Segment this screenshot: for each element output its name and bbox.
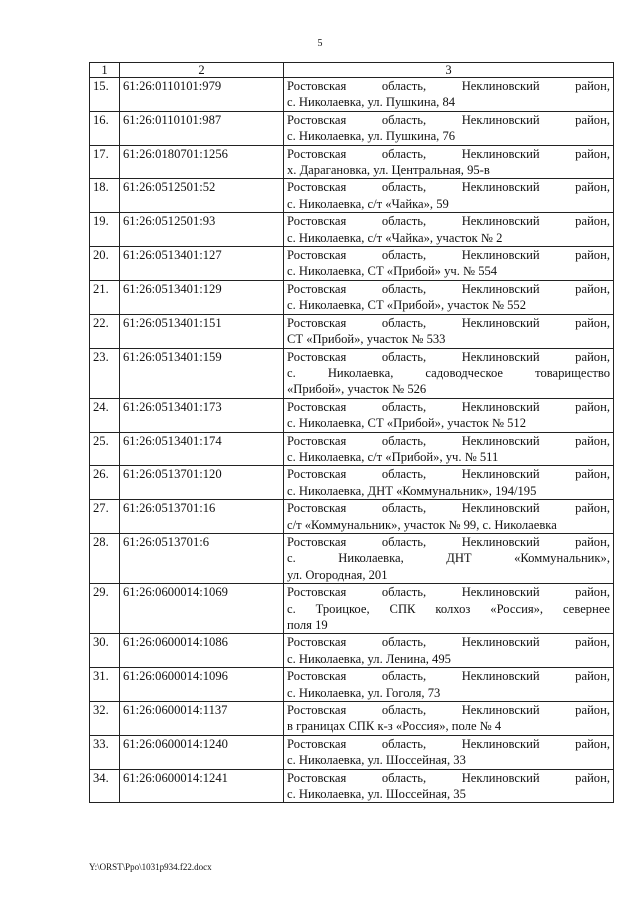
row-number: 29. [90, 584, 120, 634]
address-line: с. Николаевка, с/т «Чайка», 59 [287, 196, 449, 211]
address [284, 668, 614, 702]
row-number: 20. [90, 247, 120, 281]
cadastral-number: 61:26:0513401:159 [120, 348, 284, 398]
table-row [90, 145, 614, 179]
address [284, 78, 614, 112]
table-row [90, 348, 614, 398]
address-line: Ростовская область, Неклиновский район, [287, 112, 610, 127]
address-line: с. Николаевка, ул. Ленина, 495 [287, 651, 451, 666]
row-number: 24. [90, 398, 120, 432]
address [284, 314, 614, 348]
address-line: Ростовская область, Неклиновский район, [287, 180, 610, 195]
address [284, 348, 614, 398]
table-row [90, 702, 614, 736]
address [284, 769, 614, 803]
address [284, 213, 614, 247]
row-number: 19. [90, 213, 120, 247]
row-number: 23. [90, 348, 120, 398]
address-line: Ростовская область, Неклиновский район, [287, 79, 610, 93]
cadastral-number: 61:26:0600014:1096 [120, 668, 284, 702]
table-row [90, 466, 614, 500]
table-row [90, 584, 614, 634]
address [284, 533, 614, 583]
address-line: с. Николаевка, с/т «Прибой», уч. № 511 [287, 449, 499, 464]
cadastral-number: 61:26:0600014:1086 [120, 634, 284, 668]
row-number: 15. [90, 78, 120, 112]
address-line: с/т «Коммунальник», участок № 99, с. Николаевка [287, 517, 557, 532]
table-row [90, 213, 614, 247]
table-row [90, 533, 614, 583]
address-line: с. Николаевка, СТ «Прибой» уч. № 554 [287, 264, 498, 279]
address [284, 247, 614, 281]
cadastral-number: 61:26:0513701:6 [120, 533, 284, 583]
address-line: Ростовская область, Неклиновский район, [287, 736, 610, 751]
row-number: 18. [90, 179, 120, 213]
file-path-footer: Y:\ORST\Ppo\1031p934.f22.docx [89, 862, 212, 872]
address-line: Ростовская область, Неклиновский район, [287, 635, 610, 650]
table-row [90, 111, 614, 145]
table-row [90, 314, 614, 348]
row-number: 30. [90, 634, 120, 668]
cadastral-number: 61:26:0600014:1240 [120, 735, 284, 769]
table-row [90, 668, 614, 702]
address-line: Ростовская область, Неклиновский район, [287, 585, 610, 600]
row-number: 31. [90, 668, 120, 702]
header-col-1: 1 [90, 63, 120, 78]
table-row [90, 247, 614, 281]
header-col-2: 2 [120, 63, 284, 78]
table-row [90, 769, 614, 803]
row-number: 16. [90, 111, 120, 145]
address-line: с. Николаевка, садоводческое товарищество [287, 365, 610, 380]
address-line: «Прибой», участок № 526 [287, 382, 427, 397]
table-row [90, 634, 614, 668]
cadastral-number: 61:26:0513701:120 [120, 466, 284, 500]
cadastral-number: 61:26:0600014:1241 [120, 769, 284, 803]
address-line: с. Николаевка, ДНТ «Коммунальник», [287, 551, 610, 566]
row-number: 34. [90, 769, 120, 803]
address-line: Ростовская область, Неклиновский район, [287, 146, 610, 161]
cadastral-number: 61:26:0600014:1137 [120, 702, 284, 736]
cadastral-number: 61:26:0600014:1069 [120, 584, 284, 634]
row-number: 17. [90, 145, 120, 179]
row-number: 28. [90, 533, 120, 583]
address-line: с. Николаевка, ул. Пушкина, 76 [287, 129, 456, 144]
address-line: Ростовская область, Неклиновский район, [287, 281, 610, 296]
address-line: с. Николаевка, с/т «Чайка», участок № 2 [287, 230, 503, 245]
row-number: 26. [90, 466, 120, 500]
address [284, 111, 614, 145]
table-row [90, 398, 614, 432]
address-line: Ростовская область, Неклиновский район, [287, 534, 610, 549]
address-line: Ростовская область, Неклиновский район, [287, 770, 610, 785]
address-line: ул. Огородная, 201 [287, 567, 388, 582]
cadastral-number: 61:26:0512501:52 [120, 179, 284, 213]
address-line: Ростовская область, Неклиновский район, [287, 433, 610, 448]
address [284, 466, 614, 500]
row-number: 33. [90, 735, 120, 769]
address-line: Ростовская область, Неклиновский район, [287, 669, 610, 684]
address-line: поля 19 [287, 618, 328, 632]
address [284, 584, 614, 634]
row-number: 25. [90, 432, 120, 466]
cadastral-number: 61:26:0513401:173 [120, 398, 284, 432]
row-number: 21. [90, 280, 120, 314]
address-line: СТ «Прибой», участок № 533 [287, 332, 446, 347]
address [284, 398, 614, 432]
address [284, 735, 614, 769]
cadastral-number: 61:26:0513401:127 [120, 247, 284, 281]
cadastral-number: 61:26:0513401:174 [120, 432, 284, 466]
address-line: Ростовская область, Неклиновский район, [287, 399, 610, 414]
cadastral-number: 61:26:0513401:151 [120, 314, 284, 348]
address [284, 432, 614, 466]
address-line: с. Троицкое, СПК колхоз «Россия», севернее [287, 601, 610, 616]
address-line: Ростовская область, Неклиновский район, [287, 214, 610, 229]
table-row [90, 280, 614, 314]
table-row [90, 78, 614, 112]
address-line: с. Николаевка, ул. Шоссейная, 35 [287, 787, 466, 802]
address-line: х. Дарагановка, ул. Центральная, 95-в [287, 163, 490, 178]
address-line: Ростовская область, Неклиновский район, [287, 349, 610, 364]
page-number: 5 [317, 38, 323, 49]
address [284, 179, 614, 213]
cadastral-number: 61:26:0513701:16 [120, 500, 284, 534]
cadastral-number: 61:26:0513401:129 [120, 280, 284, 314]
cadastral-number: 61:26:0180701:1256 [120, 145, 284, 179]
address-line: с. Николаевка, ул. Шоссейная, 33 [287, 753, 466, 768]
address [284, 500, 614, 534]
address-line: с. Николаевка, СТ «Прибой», участок № 552 [287, 298, 527, 313]
address-line: в границах СПК к-з «Россия», поле № 4 [287, 719, 502, 734]
header-col-3: 3 [284, 63, 614, 78]
address [284, 145, 614, 179]
row-number: 22. [90, 314, 120, 348]
address-line: Ростовская область, Неклиновский район, [287, 703, 610, 718]
row-number: 32. [90, 702, 120, 736]
cadastral-number: 61:26:0110101:979 [120, 78, 284, 112]
row-number: 27. [90, 500, 120, 534]
cadastral-number: 61:26:0512501:93 [120, 213, 284, 247]
table-row [90, 500, 614, 534]
table-header-row [90, 63, 614, 78]
address-line: с. Николаевка, ул. Гоголя, 73 [287, 685, 441, 700]
land-plots-table [89, 62, 614, 803]
address [284, 702, 614, 736]
address-line: с. Николаевка, ДНТ «Коммунальник», 194/195 [287, 483, 537, 498]
table-row [90, 179, 614, 213]
address-line: Ростовская область, Неклиновский район, [287, 467, 610, 482]
address-line: Ростовская область, Неклиновский район, [287, 315, 610, 330]
address-line: Ростовская область, Неклиновский район, [287, 248, 610, 263]
table-row [90, 735, 614, 769]
address [284, 280, 614, 314]
address [284, 634, 614, 668]
address-line: Ростовская область, Неклиновский район, [287, 501, 610, 516]
address-line: с. Николаевка, СТ «Прибой», участок № 512 [287, 416, 527, 431]
cadastral-number: 61:26:0110101:987 [120, 111, 284, 145]
table-row [90, 432, 614, 466]
address-line: с. Николаевка, ул. Пушкина, 84 [287, 95, 456, 110]
